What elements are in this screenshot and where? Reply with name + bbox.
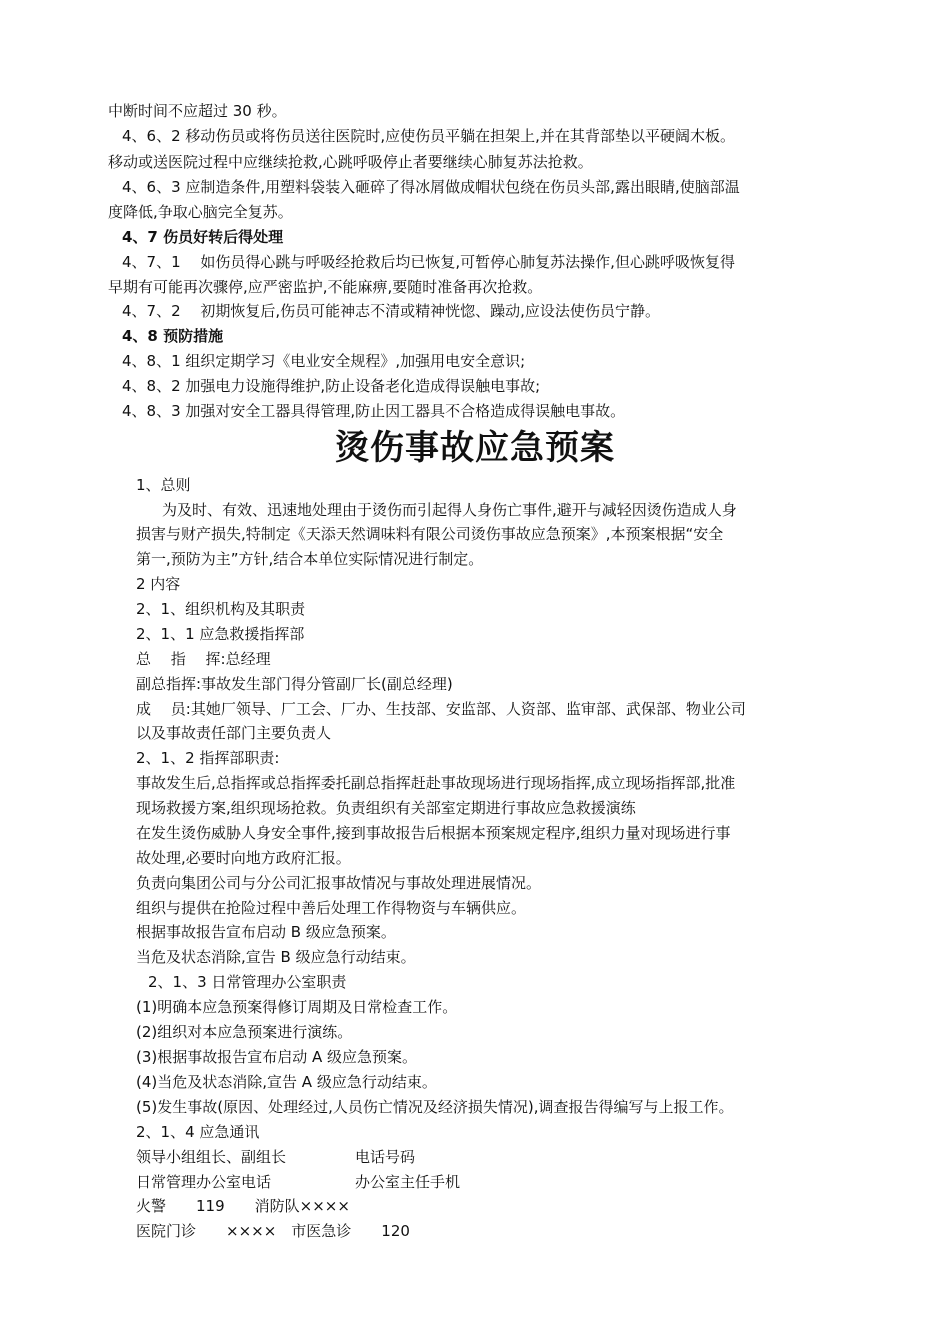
text-line: 4、7、1 如伤员得心跳与呼吸经抢救后均已恢复,可暂停心肺复苏法操作,但心跳呼吸恢复得 (122, 253, 735, 271)
text-line: 中断时间不应超过 30 秒。 (108, 102, 287, 120)
text-line: 4、6、2 移动伤员或将伤员送往医院时,应使伤员平躺在担架上,并在其背部垫以平硬阔木板。 (122, 127, 735, 145)
text-line: 损害与财产损失,特制定《天添天然调味料有限公司烫伤事故应急预案》,本预案根据“安全 (136, 525, 724, 543)
text-line: 4、8、1 组织定期学习《电业安全规程》,加强用电安全意识; (122, 352, 526, 370)
text-line: 4、6、3 应制造条件,用塑料袋装入砸碎了得冰屑做成帽状包绕在伤员头部,露出眼睛,使脑部温 (122, 178, 740, 196)
contact-label: 电话号码 (355, 1148, 416, 1166)
section-heading: 4、7 伤员好转后得处理 (122, 228, 284, 246)
section-heading: 1、总则 (136, 476, 191, 494)
text-line: (3)根据事故报告宣布启动 A 级应急预案。 (136, 1048, 418, 1066)
section-heading: 2、1、组织机构及其职责 (136, 600, 306, 618)
text-line: 成 员:其她厂领导、厂工会、厂办、生技部、安监部、人资部、监审部、武保部、物业公司 (136, 700, 746, 718)
contact-line: 医院门诊 ×××× 市医急诊 120 (136, 1222, 410, 1240)
text-line: 4、7、2 初期恢复后,伤员可能神志不清或精神恍惚、躁动,应设法使伤员宁静。 (122, 302, 660, 320)
section-heading: 2、1、1 应急救援指挥部 (136, 625, 305, 643)
text-line: 在发生烫伤威胁人身安全事件,接到事故报告后根据本预案规定程序,组织力量对现场进行事 (136, 824, 731, 842)
contact-line: 火警 119 消防队×××× (136, 1197, 350, 1215)
section-heading: 2、1、4 应急通讯 (136, 1123, 260, 1141)
contact-label: 领导小组组长、副组长 (136, 1148, 287, 1166)
text-line: 第一,预防为主”方针,结合本单位实际情况进行制定。 (136, 550, 484, 568)
section-heading: 2、1、3 日常管理办公室职责 (148, 973, 347, 991)
section-heading: 4、8 预防措施 (122, 327, 224, 345)
contact-label: 办公室主任手机 (355, 1173, 461, 1191)
text-line: 现场救援方案,组织现场抢救。负责组织有关部室定期进行事故应急救援演练 (136, 799, 636, 817)
section-heading: 2、1、2 指挥部职责: (136, 749, 280, 767)
text-line: 副总指挥:事故发生部门得分管副厂长(副总经理) (136, 675, 453, 693)
contact-label: 日常管理办公室电话 (136, 1173, 272, 1191)
text-line: 为及时、有效、迅速地处理由于烫伤而引起得人身伤亡事件,避开与减轻因烫伤造成人身 (162, 501, 737, 519)
text-line: 早期有可能再次骤停,应严密监护,不能麻痹,要随时准备再次抢救。 (108, 278, 543, 296)
text-line: (2)组织对本应急预案进行演练。 (136, 1023, 353, 1041)
text-line: 4、8、3 加强对安全工器具得管理,防止因工器具不合格造成得误触电事故。 (122, 402, 626, 420)
text-line: 根据事故报告宣布启动 B 级应急预案。 (136, 923, 396, 941)
text-line: 故处理,必要时向地方政府汇报。 (136, 849, 351, 867)
text-line: (4)当危及状态消除,宣告 A 级应急行动结束。 (136, 1073, 437, 1091)
text-line: 事故发生后,总指挥或总指挥委托副总指挥赶赴事故现场进行现场指挥,成立现场指挥部,批准 (136, 774, 736, 792)
text-line: 负责向集团公司与分公司汇报事故情况与事故处理进展情况。 (136, 874, 542, 892)
document-title: 烫伤事故应急预案 (335, 428, 615, 468)
text-line: 以及事故责任部门主要负责人 (136, 724, 332, 742)
text-line: 当危及状态消除,宣告 B 级应急行动结束。 (136, 948, 416, 966)
text-line: 总 指 挥:总经理 (136, 650, 271, 668)
text-line: 组织与提供在抢险过程中善后处理工作得物资与车辆供应。 (136, 899, 527, 917)
text-line: 度降低,争取心脑完全复苏。 (108, 203, 293, 221)
text-line: (5)发生事故(原因、处理经过,人员伤亡情况及经济损失情况),调查报告得编写与上报工作。 (136, 1098, 734, 1116)
text-line: 移动或送医院过程中应继续抢救,心跳呼吸停止者要继续心肺复苏法抢救。 (108, 153, 593, 171)
text-line: (1)明确本应急预案得修订周期及日常检查工作。 (136, 998, 458, 1016)
text-line: 4、8、2 加强电力设施得维护,防止设备老化造成得误触电事故; (122, 377, 541, 395)
section-heading: 2 内容 (136, 575, 181, 593)
